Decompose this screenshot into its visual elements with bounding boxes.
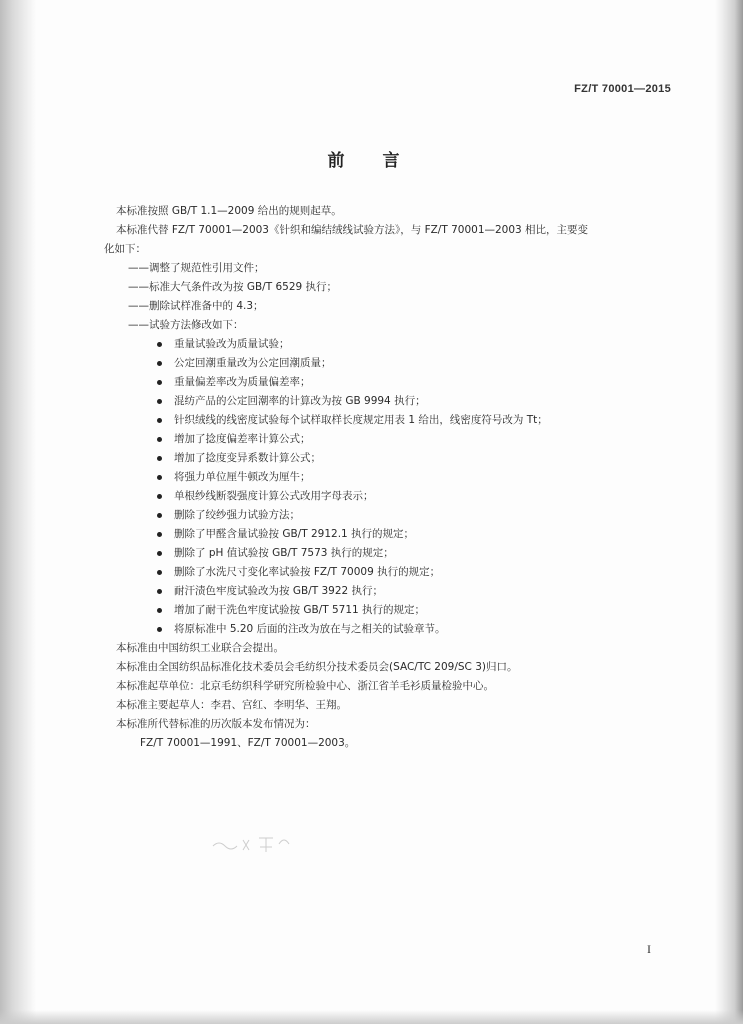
bullet-list-item: [116, 468, 692, 487]
bullet-text: 增加了捻度偏差率计算公式；: [174, 433, 311, 445]
bullet-list-item: [116, 373, 692, 392]
bullet-text: 重量偏差率改为质量偏差率；: [174, 376, 311, 388]
page-number: I: [647, 942, 651, 956]
bullet-icon: [157, 418, 162, 423]
bullet-icon: [157, 627, 162, 632]
faint-stamp-mark: [205, 828, 295, 860]
bullet-icon: [157, 380, 162, 385]
bullet-text: 混纺产品的公定回潮率的计算改为按 GB 9994 执行；: [174, 395, 426, 407]
change-item: ——试验方法修改如下：: [128, 319, 244, 331]
bullet-text: 单根纱线断裂强度计算公式改用字母表示；: [174, 490, 374, 502]
bullet-icon: [157, 608, 162, 613]
bullet-text: 删除了 pH 值试验按 GB/T 7573 执行的规定；: [174, 547, 394, 559]
foreword-body: [104, 202, 692, 753]
bullet-list-item: [116, 335, 692, 354]
bullet-list-item: [116, 411, 692, 430]
bullet-list-item: [116, 392, 692, 411]
bullet-icon: [157, 551, 162, 556]
bullet-icon: [157, 456, 162, 461]
bullet-text: 耐汗渍色牢度试验改为按 GB/T 3922 执行；: [174, 585, 384, 597]
bullet-text: 删除了水洗尺寸变化率试验按 FZ/T 70009 执行的规定；: [174, 566, 441, 578]
bullet-text: 针织绒线的线密度试验每个试样取样长度规定用表 1 给出，线密度符号改为 Tt；: [174, 414, 548, 426]
bullet-text: 公定回潮重量改为公定回潮质量；: [174, 357, 332, 369]
bullet-icon: [157, 342, 162, 347]
test-method-changes-list: [116, 335, 692, 639]
bullet-text: 增加了捻度变异系数计算公式；: [174, 452, 321, 464]
version-history: FZ/T 70001—1991、FZ/T 70001—2003。: [140, 737, 356, 749]
page-title: 前 言: [327, 151, 416, 171]
bullet-list-item: [116, 430, 692, 449]
bullet-icon: [157, 437, 162, 442]
intro-paragraph-2-continued: 化如下：: [104, 243, 146, 255]
bullet-icon: [157, 589, 162, 594]
bullet-list-item: [116, 563, 692, 582]
change-item: ——删除试样准备中的 4.3；: [128, 300, 264, 312]
bullet-text: 删除了甲醛含量试验按 GB/T 2912.1 执行的规定；: [174, 528, 415, 540]
bullet-text: 将原标准中 5.20 后面的注改为放在与之相关的试验章节。: [174, 623, 446, 635]
bullet-icon: [157, 475, 162, 480]
bullet-icon: [157, 513, 162, 518]
bullet-list-item: [116, 620, 692, 639]
bullet-list-item: [116, 582, 692, 601]
bullet-list-item: [116, 449, 692, 468]
bullet-text: 增加了耐干洗色牢度试验按 GB/T 5711 执行的规定；: [174, 604, 426, 616]
closing-paragraph: 本标准所代替标准的历次版本发布情况为：: [116, 718, 316, 730]
bullet-icon: [157, 570, 162, 575]
bullet-icon: [157, 361, 162, 366]
standard-code: FZ/T 70001—2015: [574, 83, 671, 95]
change-item: ——标准大气条件改为按 GB/T 6529 执行；: [128, 281, 338, 293]
change-item: ——调整了规范性引用文件；: [128, 262, 265, 274]
bullet-list-item: [116, 506, 692, 525]
bullet-list-item: [116, 544, 692, 563]
scan-edge-bottom: [0, 1010, 743, 1024]
bullet-text: 将强力单位厘牛顿改为厘牛；: [174, 471, 311, 483]
closing-paragraph: 本标准由全国纺织品标准化技术委员会毛纺织分技术委员会(SAC/TC 209/SC 3)归口。: [116, 661, 518, 673]
bullet-list-item: [116, 487, 692, 506]
bullet-icon: [157, 494, 162, 499]
bullet-list-item: [116, 354, 692, 373]
bullet-icon: [157, 399, 162, 404]
intro-paragraph-2: 本标准代替 FZ/T 70001—2003《针织和编结绒线试验方法》，与 FZ/T 70001—2003 相比，主要变: [116, 224, 589, 236]
intro-paragraph-1: 本标准按照 GB/T 1.1—2009 给出的规则起草。: [116, 205, 342, 217]
bullet-list-item: [116, 601, 692, 620]
closing-paragraph: 本标准主要起草人：李君、宫红、李明华、王翔。: [116, 699, 347, 711]
bullet-text: 重量试验改为质量试验；: [174, 338, 290, 350]
closing-paragraph: 本标准起草单位：北京毛纺织科学研究所检验中心、浙江省羊毛衫质量检验中心。: [116, 680, 494, 692]
closing-paragraph: 本标准由中国纺织工业联合会提出。: [116, 642, 284, 654]
bullet-text: 删除了绞纱强力试验方法；: [174, 509, 300, 521]
bullet-list-item: [116, 525, 692, 544]
bullet-icon: [157, 532, 162, 537]
